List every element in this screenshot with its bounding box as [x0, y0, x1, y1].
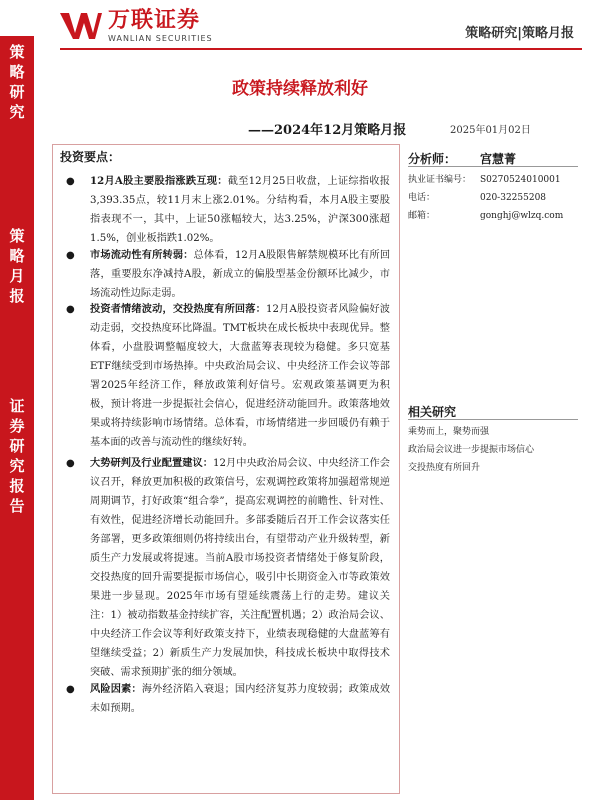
bullet-icon: ●	[66, 304, 75, 315]
bullet-icon: ●	[66, 684, 75, 695]
analyst-name: 宫慧菁	[480, 152, 517, 166]
side-char: 略	[9, 63, 25, 81]
side-char: 策	[9, 227, 25, 245]
side-char: 报	[9, 287, 25, 305]
side-char: 报	[9, 477, 25, 495]
report-title: 政策持续释放利好	[232, 79, 368, 99]
bullet-body: 12月A股投资者风险偏好波动走弱，交投热度环比降温。TMT板块在成长板块中表现优异。整体看，小盘股调整幅度较大，大盘蓝筹表现较为稳健。多只宽基ETF继续受到市场热捧。中央政治局会议、中央经济工作会议等部署2025年经济工作，释放政策利好信号。宏观政策基调更为积极，预计将进一步提振社会信心，促进经济动能回升。政策落地效果或将持续影响市场情绪。总体看，市场情绪进一步回暖仍有赖于基本面的改善与流动性的继续好转。	[90, 304, 390, 448]
bullet-body: 总体看，12月A股限售解禁规模环比有所回落，重要股东净减持A股，新成立的偏股型基金份额环比减少，市场流动性边际走弱。	[90, 250, 391, 299]
list-item	[60, 246, 390, 303]
side-char: 研	[9, 83, 25, 101]
related-item[interactable]: 交投热度有所回升	[408, 463, 481, 473]
bullet-lead: 12月A股主要股指涨跌互现：	[90, 175, 228, 187]
logo-en: WANLIAN SECURITIES	[108, 33, 213, 43]
field-value[interactable]: gonghj@wlzq.com	[480, 211, 564, 221]
report-subtitle: ——2024年12月策略月报	[248, 123, 407, 138]
field-label: 邮箱：	[408, 211, 436, 221]
side-char: 月	[9, 267, 25, 285]
bullet-icon: ●	[66, 250, 75, 261]
side-char: 券	[9, 417, 25, 435]
side-char: 告	[9, 497, 25, 515]
field-label: 电话：	[408, 193, 436, 203]
field-value: 020-32255208	[480, 193, 547, 203]
list-item	[60, 172, 390, 248]
bullet-icon: ●	[66, 458, 75, 469]
report-date: 2025年01月02日	[450, 125, 531, 136]
bullet-lead: 大势研判及行业配置建议：	[90, 457, 214, 469]
company-logo	[60, 8, 213, 44]
list-item	[60, 300, 390, 452]
bullet-lead: 投资者情绪波动，交投热度有所回落：	[90, 303, 266, 315]
field-label: 执业证书编号：	[408, 175, 472, 185]
list-item	[60, 454, 390, 682]
side-banner	[0, 36, 34, 800]
logo-cn: 万联证券	[108, 7, 201, 33]
field-value: S0270524010001	[480, 175, 561, 185]
bullet-lead: 市场流动性有所转弱：	[90, 249, 194, 261]
related-research-heading: 相关研究	[408, 405, 457, 419]
side-banner-middle	[0, 226, 34, 306]
analyst-divider	[408, 166, 578, 167]
bullet-body: 截至12月25日收盘，上证综指收报3,393.35点，较11月末上涨2.01%。分结构看，本月A股主要股指表现不一，其中，上证50涨幅较大，达3.25%，沪深300涨超1.5%，创业板指跌1.02%。	[90, 176, 390, 244]
report-category: 策略研究|策略月报	[465, 26, 574, 41]
list-item	[60, 680, 390, 718]
related-item[interactable]: 政治局会议进一步提振市场信心	[408, 445, 535, 455]
side-char: 策	[9, 43, 25, 61]
wanlian-logo-icon	[60, 11, 102, 41]
analyst-email	[408, 208, 563, 221]
header-divider	[60, 48, 582, 50]
side-char: 证	[9, 397, 25, 415]
bullet-body: 12月中央政治局会议、中央经济工作会议召开，释放更加积极的政策信号，宏观调控政策将加强超常规逆周期调节，打好政策“组合拳”，提高宏观调控的前瞻性、针对性、有效性，促进经济增长动能回升。多部委随后召开工作会议落实任务部署，更多政策细则仍将持续出台，有望带动产业升级转型，新质生产力发展或将提速。当前A股市场投资者情绪处于修复阶段，交投热度的回升需要提振市场信心，吸引中长期资金入市等政策效果进一步显现。2025年市场有望延续震荡上行的走势。建议关注：1）被动指数基金持续扩容，关注配置机遇；2）政治局会议、中央经济工作会议等利好政策支持下，业绩表现稳健的大盘蓝筹有望继续受益；2）新质生产力发展加快，科技成长板块中取得技术突破、需求预期扩张的细分领域。	[90, 458, 390, 678]
side-char: 略	[9, 247, 25, 265]
related-item[interactable]: 乘势而上，聚势而强	[408, 427, 490, 437]
side-char: 究	[9, 457, 25, 475]
related-divider	[408, 419, 578, 420]
side-banner-bottom	[0, 396, 34, 516]
side-char: 研	[9, 437, 25, 455]
analyst-label: 分析师：	[408, 152, 457, 166]
analyst-license	[408, 172, 561, 185]
analyst-phone	[408, 190, 546, 203]
side-char: 究	[9, 103, 25, 121]
bullet-lead: 风险因素：	[90, 683, 142, 695]
investment-heading: 投资要点：	[60, 150, 121, 164]
bullet-body: 海外经济陷入衰退；国内经济复苏力度较弱；政策成效未如预期。	[90, 684, 391, 714]
bullet-icon: ●	[66, 176, 75, 187]
